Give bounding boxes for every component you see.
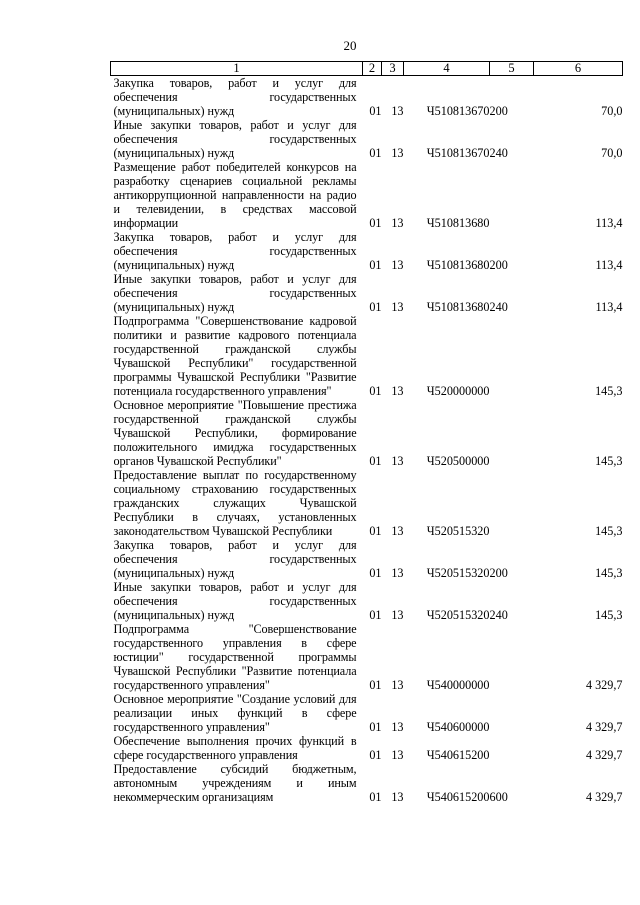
- header-col-1: 1: [111, 62, 363, 76]
- row-section: 01: [369, 258, 382, 272]
- header-col-5: 5: [490, 62, 534, 76]
- row-expense-type: [490, 314, 534, 398]
- row-section: 01: [369, 608, 382, 622]
- row-name: Обеспечение выполнения прочих функций в сфере государственного управления: [113, 734, 357, 762]
- table-row: [111, 692, 623, 734]
- table-row: [111, 622, 623, 692]
- row-subsection: 13: [391, 216, 404, 230]
- row-target-code: Ч520515320: [426, 566, 490, 580]
- row-expense-type: 240: [489, 300, 508, 314]
- row-name: Размещение работ победителей конкурсов на разработку сценариев социальной рекламы антикоррупционной направленности на радио и телевидении, в средствах массовой информации: [113, 160, 357, 230]
- row-amount: 145,3: [595, 384, 623, 398]
- row-amount: 145,3: [595, 566, 623, 580]
- row-amount: 4 329,7: [585, 790, 623, 804]
- row-expense-type: 600: [489, 790, 508, 804]
- row-target-code: Ч540615200: [426, 748, 490, 762]
- budget-table: [110, 61, 623, 804]
- row-expense-type: [490, 692, 534, 734]
- row-amount: 4 329,7: [585, 720, 623, 734]
- table-row: [111, 230, 623, 272]
- row-section: 01: [369, 748, 382, 762]
- table-row: [111, 538, 623, 580]
- row-section: 01: [369, 524, 382, 538]
- row-expense-type: [490, 398, 534, 468]
- row-amount: 145,3: [595, 454, 623, 468]
- row-amount: 113,4: [595, 300, 623, 314]
- row-amount: 145,3: [595, 524, 623, 538]
- table-row: [111, 398, 623, 468]
- row-section: 01: [369, 216, 382, 230]
- table-row: [111, 76, 623, 119]
- table-header-row: [111, 62, 623, 76]
- row-section: 01: [369, 300, 382, 314]
- table-body: [111, 76, 623, 805]
- row-target-code: Ч510813680: [426, 300, 490, 314]
- row-subsection: 13: [391, 678, 404, 692]
- table-row: [111, 118, 623, 160]
- row-name: Предоставление выплат по государственному социальному страхованию государственных гражданских служащих Чувашской Республики в случаях, установленных законодательством Чувашской Республики: [113, 468, 357, 538]
- row-name: Предоставление субсидий бюджетным, автономным учреждениям и иным некоммерческим организациям: [113, 762, 357, 804]
- row-subsection: 13: [391, 300, 404, 314]
- header-col-4: 4: [404, 62, 490, 76]
- row-target-code: Ч540000000: [426, 678, 490, 692]
- row-section: 01: [369, 104, 382, 118]
- row-expense-type: [490, 622, 534, 692]
- row-amount: 113,4: [595, 216, 623, 230]
- row-amount: 70,0: [601, 104, 623, 118]
- header-col-3: 3: [382, 62, 404, 76]
- row-amount: 70,0: [601, 146, 623, 160]
- table-row: [111, 160, 623, 230]
- table-row: [111, 580, 623, 622]
- row-target-code: Ч520515320: [426, 524, 490, 538]
- header-col-2: 2: [363, 62, 382, 76]
- row-amount: 4 329,7: [585, 678, 623, 692]
- row-subsection: 13: [391, 258, 404, 272]
- header-col-6: 6: [534, 62, 623, 76]
- row-name: Закупка товаров, работ и услуг для обеспечения государственных (муниципальных) нужд: [113, 538, 357, 580]
- row-target-code: Ч520000000: [426, 384, 490, 398]
- row-expense-type: [490, 468, 534, 538]
- row-section: 01: [369, 678, 382, 692]
- row-name: Закупка товаров, работ и услуг для обеспечения государственных (муниципальных) нужд: [113, 76, 357, 118]
- row-section: 01: [369, 454, 382, 468]
- row-expense-type: 200: [489, 566, 508, 580]
- table-row: [111, 314, 623, 398]
- row-section: 01: [369, 566, 382, 580]
- row-subsection: 13: [391, 454, 404, 468]
- row-subsection: 13: [391, 146, 404, 160]
- row-target-code: Ч510813680: [426, 258, 490, 272]
- row-name: Иные закупки товаров, работ и услуг для обеспечения государственных (муниципальных) нужд: [113, 118, 357, 160]
- row-target-code: Ч520515320: [426, 608, 490, 622]
- row-subsection: 13: [391, 104, 404, 118]
- row-section: 01: [369, 720, 382, 734]
- row-name: Иные закупки товаров, работ и услуг для обеспечения государственных (муниципальных) нужд: [113, 272, 357, 314]
- table-row: [111, 762, 623, 804]
- row-subsection: 13: [391, 790, 404, 804]
- row-expense-type: 200: [489, 258, 508, 272]
- row-target-code: Ч510813670: [426, 146, 490, 160]
- row-target-code: Ч540600000: [426, 720, 490, 734]
- table-row: [111, 272, 623, 314]
- row-expense-type: 200: [489, 104, 508, 118]
- row-amount: 113,4: [595, 258, 623, 272]
- row-name: Подпрограмма "Совершенствование кадровой политики и развитие кадрового потенциала государственной гражданской службы Чувашской Республики" государственной программы Чувашской Республики "Развитие потенциала государственного управления": [113, 314, 357, 398]
- row-subsection: 13: [391, 608, 404, 622]
- row-name: Основное мероприятие "Создание условий для реализации иных функций в сфере государственного управления": [113, 692, 357, 734]
- row-expense-type: [490, 734, 534, 762]
- row-section: 01: [369, 790, 382, 804]
- table-row: [111, 468, 623, 538]
- row-expense-type: 240: [489, 146, 508, 160]
- row-subsection: 13: [391, 524, 404, 538]
- row-expense-type: [490, 160, 534, 230]
- row-amount: 4 329,7: [585, 748, 623, 762]
- row-subsection: 13: [391, 748, 404, 762]
- row-expense-type: 240: [489, 608, 508, 622]
- row-target-code: Ч510813680: [426, 216, 490, 230]
- row-target-code: Ч510813670: [426, 104, 490, 118]
- row-section: 01: [369, 146, 382, 160]
- row-name: Закупка товаров, работ и услуг для обеспечения государственных (муниципальных) нужд: [113, 230, 357, 272]
- row-target-code: Ч540615200: [426, 790, 490, 804]
- row-subsection: 13: [391, 566, 404, 580]
- table-row: [111, 734, 623, 762]
- page-number: 20: [343, 38, 357, 53]
- row-name: Основное мероприятие "Повышение престижа государственной гражданской службы Чувашской Республики, формирование положительного имиджа государственных органов Чувашской Республики": [113, 398, 357, 468]
- row-name: Иные закупки товаров, работ и услуг для обеспечения государственных (муниципальных) нужд: [113, 580, 357, 622]
- row-name: Подпрограмма "Совершенствование государственного управления в сфере юстиции" государственной программы Чувашской Республики "Развитие потенциала государственного управления": [113, 622, 357, 692]
- row-target-code: Ч520500000: [426, 454, 490, 468]
- row-subsection: 13: [391, 720, 404, 734]
- row-subsection: 13: [391, 384, 404, 398]
- row-amount: 145,3: [595, 608, 623, 622]
- row-section: 01: [369, 384, 382, 398]
